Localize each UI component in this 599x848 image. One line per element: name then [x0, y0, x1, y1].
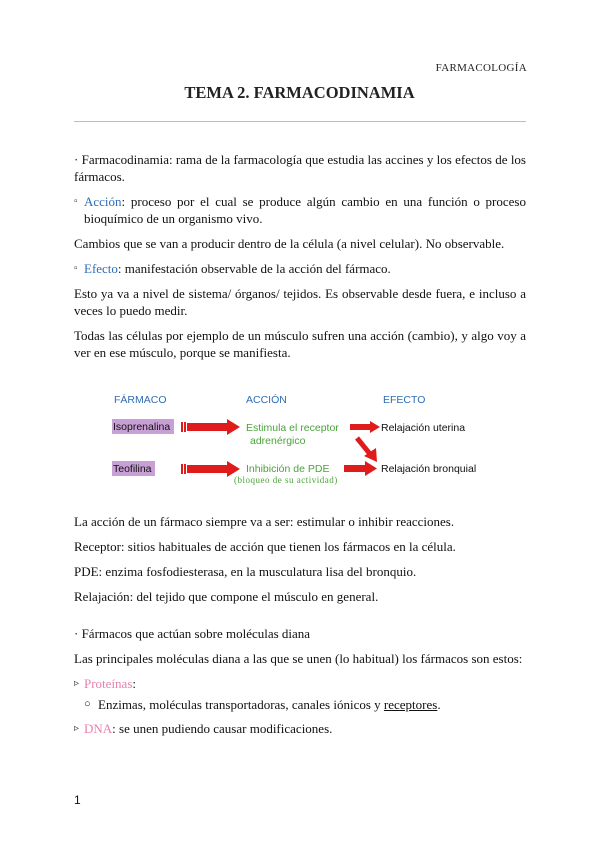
diagram-header-accion: ACCIÓN — [246, 394, 287, 406]
triangle-bullet-icon: ▹ — [74, 678, 80, 689]
intro-section — [74, 151, 526, 369]
definition-relajacion: Relajación: del tejido que compone el músculo en general. — [74, 589, 379, 604]
effect-relajacion-bronquial: Relajación bronquial — [381, 463, 477, 475]
definition-receptor: Receptor: sitios habituales de acción que tienen los fármacos en la célula. — [74, 539, 456, 554]
paragraph-cambios: Cambios que se van a producir dentro de la célula (a nivel celular). No observable. — [74, 236, 505, 251]
lower-section — [74, 513, 526, 737]
paragraph-todas: Todas las células por ejemplo de un músculo sufren una acción (cambio), y algo voy a ver en ese músculo, porque se manifiesta. — [74, 328, 526, 360]
bullet-accion — [74, 193, 526, 227]
term-dna: DNA — [84, 721, 113, 736]
term-proteinas: Proteínas — [84, 676, 133, 691]
definition-pde: PDE: enzima fosfodiesterasa, en la musculatura lisa del bronquio. — [74, 564, 417, 579]
term-accion: Acción — [84, 194, 122, 209]
bullet-dna: ▹ DNA: se unen pudiendo causar modificaciones. — [74, 721, 333, 736]
page-number: 1 — [74, 793, 81, 807]
arrow-diagonal-icon — [357, 438, 377, 462]
action-estimula-line1: Estimula el receptor — [246, 422, 339, 434]
paragraph-accion-farmaco: La acción de un fármaco siempre va a ser: estimular o inhibir reacciones. — [74, 514, 455, 529]
bullet-proteinas: ▹ Proteínas: — [74, 676, 137, 691]
running-header: FARMACOLOGÍA — [435, 62, 527, 74]
square-bullet-icon: ▫ — [74, 263, 78, 274]
action-bloqueo-note: (bloqueo de su actividad) — [234, 475, 338, 485]
diagram-header-efecto: EFECTO — [383, 394, 426, 406]
square-bullet-icon: ▫ — [74, 196, 78, 207]
arrow-drug2-icon — [181, 461, 240, 477]
term-efecto: Efecto — [84, 261, 118, 276]
effect-relajacion-uterina: Relajación uterina — [381, 422, 466, 434]
triangle-bullet-icon: ▹ — [74, 723, 80, 734]
farmaco-accion-efecto-diagram — [74, 388, 526, 496]
efecto-definition: : manifestación observable de la acción del fármaco. — [117, 261, 391, 276]
sub-bullet-enzimas: ○ Enzimas, moléculas transportadoras, canales iónicos y receptores. — [84, 697, 441, 712]
page-title: TEMA 2. FARMACODINAMIA — [184, 83, 415, 102]
paragraph-esto: Esto ya va a nivel de sistema/ órganos/ tejidos. Es observable desde fuera, e incluso a veces lo puedo medir. — [74, 286, 526, 318]
paragraph-principales: Las principales moléculas diana a las que se unen (lo habitual) los fármacos son estos: — [74, 651, 523, 666]
accion-definition: : proceso por el cual se produce algún cambio en una función o proceso bioquímico de un organismo vivo. — [84, 194, 526, 226]
diagram-header-farmaco: FÁRMACO — [114, 394, 167, 406]
arrow-drug1-icon — [181, 419, 240, 435]
drug-teofilina: Teofilina — [113, 463, 152, 475]
action-estimula-line2: adrenérgico — [250, 435, 306, 447]
drug-isoprenalina: Isoprenalina — [113, 421, 171, 433]
action-inhibicion-pde: Inhibición de PDE — [246, 463, 330, 475]
term-receptores: receptores — [383, 697, 438, 712]
section-heading-moleculas-diana: · Fármacos que actúan sobre moléculas diana — [74, 626, 311, 641]
title-divider — [74, 121, 526, 122]
arrow-action1-icon — [350, 421, 380, 433]
definition-farmacodinamia: · Farmacodinamia: rama de la farmacología que estudia las accines y los efectos de los fármacos. — [74, 152, 526, 184]
circle-bullet-icon: ○ — [84, 698, 91, 710]
bullet-efecto — [74, 260, 526, 277]
arrow-action2-icon — [344, 461, 377, 476]
